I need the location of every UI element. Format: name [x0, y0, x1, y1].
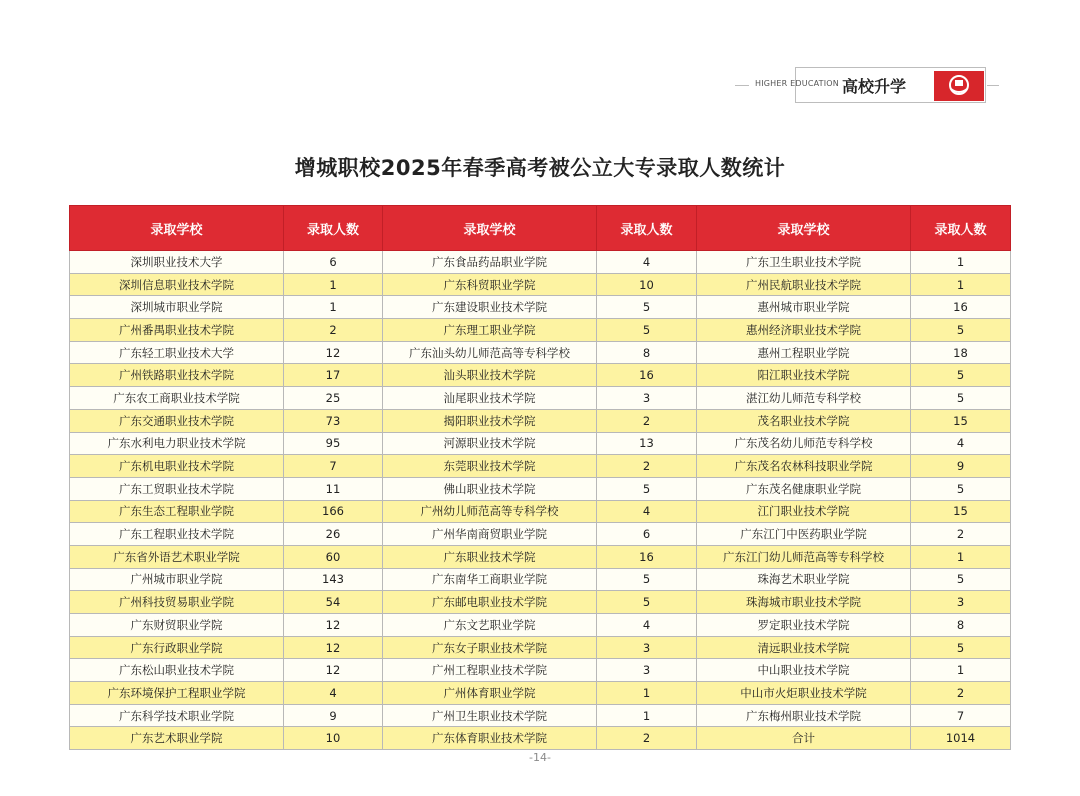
school-name-cell: 广东环境保护工程职业学院: [70, 682, 284, 705]
admission-count-cell: 2: [597, 727, 697, 750]
school-name-cell: 清远职业技术学院: [697, 636, 911, 659]
admission-count-cell: 1: [911, 659, 1011, 682]
header-section-title: 高校升学: [842, 77, 907, 96]
admission-count-cell: 12: [284, 659, 383, 682]
school-name-cell: 广东江门中医药职业学院: [697, 523, 911, 546]
table-body: [70, 251, 1011, 750]
school-name-cell: 阳江职业技术学院: [697, 364, 911, 387]
school-name-cell: 广州卫生职业技术学院: [383, 704, 597, 727]
column-header-school: 录取学校: [70, 206, 284, 251]
admission-count-cell: 10: [284, 727, 383, 750]
admission-count-cell: 16: [597, 545, 697, 568]
admission-count-cell: 4: [597, 614, 697, 637]
admission-count-cell: 18: [911, 341, 1011, 364]
admission-count-cell: 5: [911, 319, 1011, 342]
admission-count-cell: 12: [284, 614, 383, 637]
school-name-cell: 广东科贸职业学院: [383, 273, 597, 296]
school-name-cell: 佛山职业技术学院: [383, 477, 597, 500]
admission-count-cell: 2: [597, 409, 697, 432]
school-name-cell: 广州铁路职业技术学院: [70, 364, 284, 387]
admission-count-cell: 1: [911, 251, 1011, 274]
admission-count-cell: 5: [911, 477, 1011, 500]
header-rule-right: [987, 85, 999, 86]
school-name-cell: 广东行政职业学院: [70, 636, 284, 659]
admission-count-cell: 12: [284, 341, 383, 364]
admission-count-cell: 5: [597, 296, 697, 319]
school-name-cell: 广东茂名健康职业学院: [697, 477, 911, 500]
school-name-cell: 汕头职业技术学院: [383, 364, 597, 387]
admission-count-cell: 5: [597, 568, 697, 591]
school-name-cell: 广州幼儿师范高等专科学校: [383, 500, 597, 523]
school-name-cell: 广东邮电职业技术学院: [383, 591, 597, 614]
school-name-cell: 广东松山职业技术学院: [70, 659, 284, 682]
table-row: [70, 545, 1011, 568]
admission-count-cell: 8: [597, 341, 697, 364]
admission-count-cell: 7: [911, 704, 1011, 727]
admission-count-cell: 8: [911, 614, 1011, 637]
table-row: [70, 273, 1011, 296]
school-name-cell: 广州华南商贸职业学院: [383, 523, 597, 546]
school-name-cell: 中山市火炬职业技术学院: [697, 682, 911, 705]
table-row: [70, 727, 1011, 750]
school-name-cell: 罗定职业技术学院: [697, 614, 911, 637]
school-name-cell: 茂名职业技术学院: [697, 409, 911, 432]
school-name-cell: 江门职业技术学院: [697, 500, 911, 523]
school-name-cell: 汕尾职业技术学院: [383, 387, 597, 410]
admission-count-cell: 4: [597, 500, 697, 523]
school-name-cell: 广东省外语艺术职业学院: [70, 545, 284, 568]
table-row: [70, 704, 1011, 727]
page-number: -14-: [529, 751, 551, 764]
table-row: [70, 591, 1011, 614]
admission-count-cell: 1: [597, 704, 697, 727]
school-name-cell: 广州科技贸易职业学院: [70, 591, 284, 614]
admission-count-cell: 16: [597, 364, 697, 387]
admission-count-cell: 10: [597, 273, 697, 296]
admission-count-cell: 16: [911, 296, 1011, 319]
school-name-cell: 合计: [697, 727, 911, 750]
admission-count-cell: 2: [911, 682, 1011, 705]
table-row: [70, 251, 1011, 274]
table-row: [70, 341, 1011, 364]
school-name-cell: 广东理工职业学院: [383, 319, 597, 342]
school-name-cell: 广东食品药品职业学院: [383, 251, 597, 274]
table-row: [70, 455, 1011, 478]
school-name-cell: 广东科学技术职业学院: [70, 704, 284, 727]
admission-count-cell: 2: [597, 455, 697, 478]
school-name-cell: 广东财贸职业学院: [70, 614, 284, 637]
admission-count-cell: 12: [284, 636, 383, 659]
admission-count-cell: 5: [911, 636, 1011, 659]
school-name-cell: 广东轻工职业技术大学: [70, 341, 284, 364]
school-name-cell: 广东女子职业技术学院: [383, 636, 597, 659]
table-row: [70, 636, 1011, 659]
school-name-cell: 广东体育职业技术学院: [383, 727, 597, 750]
admission-count-cell: 73: [284, 409, 383, 432]
page-title: 增城职校2025年春季高考被公立大专录取人数统计: [294, 156, 786, 180]
admission-count-cell: 5: [597, 477, 697, 500]
admission-count-cell: 5: [597, 319, 697, 342]
admission-count-cell: 54: [284, 591, 383, 614]
admission-count-cell: 60: [284, 545, 383, 568]
school-name-cell: 广州城市职业学院: [70, 568, 284, 591]
admission-count-cell: 7: [284, 455, 383, 478]
column-header-school: 录取学校: [383, 206, 597, 251]
school-name-cell: 广东艺术职业学院: [70, 727, 284, 750]
admission-count-cell: 26: [284, 523, 383, 546]
column-header-count: 录取人数: [911, 206, 1011, 251]
school-name-cell: 广东梅州职业技术学院: [697, 704, 911, 727]
school-name-cell: 广州体育职业学院: [383, 682, 597, 705]
admission-count-cell: 6: [597, 523, 697, 546]
admission-table: [69, 205, 1011, 750]
admission-count-cell: 2: [284, 319, 383, 342]
school-name-cell: 深圳信息职业技术学院: [70, 273, 284, 296]
school-name-cell: 东莞职业技术学院: [383, 455, 597, 478]
admission-count-cell: 1: [284, 273, 383, 296]
school-name-cell: 中山职业技术学院: [697, 659, 911, 682]
admission-count-cell: 2: [911, 523, 1011, 546]
admission-count-cell: 1: [597, 682, 697, 705]
school-name-cell: 广州番禺职业技术学院: [70, 319, 284, 342]
school-name-cell: 广东建设职业技术学院: [383, 296, 597, 319]
column-header-school: 录取学校: [697, 206, 911, 251]
table-row: [70, 659, 1011, 682]
school-name-cell: 广东茂名幼儿师范专科学校: [697, 432, 911, 455]
school-name-cell: 广东交通职业技术学院: [70, 409, 284, 432]
school-name-cell: 惠州经济职业技术学院: [697, 319, 911, 342]
school-name-cell: 广东汕头幼儿师范高等专科学校: [383, 341, 597, 364]
school-name-cell: 惠州城市职业学院: [697, 296, 911, 319]
table-row: [70, 500, 1011, 523]
admission-count-cell: 4: [284, 682, 383, 705]
admission-count-cell: 166: [284, 500, 383, 523]
table-header-row: [70, 206, 1011, 251]
school-name-cell: 广东生态工程职业学院: [70, 500, 284, 523]
admission-count-cell: 3: [597, 636, 697, 659]
table-row: [70, 432, 1011, 455]
school-name-cell: 广东文艺职业学院: [383, 614, 597, 637]
table-row: [70, 409, 1011, 432]
school-name-cell: 广东工程职业技术学院: [70, 523, 284, 546]
admission-count-cell: 9: [284, 704, 383, 727]
school-name-cell: 广州民航职业技术学院: [697, 273, 911, 296]
admission-count-cell: 3: [597, 387, 697, 410]
admission-count-cell: 1: [911, 273, 1011, 296]
school-name-cell: 深圳城市职业学院: [70, 296, 284, 319]
school-name-cell: 深圳职业技术大学: [70, 251, 284, 274]
table-row: [70, 568, 1011, 591]
school-name-cell: 湛江幼儿师范专科学校: [697, 387, 911, 410]
column-header-count: 录取人数: [597, 206, 697, 251]
admission-count-cell: 5: [911, 568, 1011, 591]
school-name-cell: 珠海艺术职业学院: [697, 568, 911, 591]
admission-count-cell: 95: [284, 432, 383, 455]
admission-count-cell: 6: [284, 251, 383, 274]
admission-count-cell: 1: [911, 545, 1011, 568]
table-row: [70, 319, 1011, 342]
school-name-cell: 惠州工程职业学院: [697, 341, 911, 364]
admission-count-cell: 25: [284, 387, 383, 410]
table-row: [70, 364, 1011, 387]
school-name-cell: 广东茂名农林科技职业学院: [697, 455, 911, 478]
admission-count-cell: 143: [284, 568, 383, 591]
school-name-cell: 广东工贸职业技术学院: [70, 477, 284, 500]
column-header-count: 录取人数: [284, 206, 383, 251]
school-name-cell: 广东卫生职业技术学院: [697, 251, 911, 274]
admission-count-cell: 1014: [911, 727, 1011, 750]
admission-count-cell: 4: [597, 251, 697, 274]
school-name-cell: 广东职业技术学院: [383, 545, 597, 568]
admission-count-cell: 4: [911, 432, 1011, 455]
admission-count-cell: 9: [911, 455, 1011, 478]
admission-count-cell: 13: [597, 432, 697, 455]
school-name-cell: 广东江门幼儿师范高等专科学校: [697, 545, 911, 568]
admission-count-cell: 3: [911, 591, 1011, 614]
table-row: [70, 387, 1011, 410]
school-name-cell: 广东机电职业技术学院: [70, 455, 284, 478]
admission-count-cell: 5: [911, 387, 1011, 410]
school-name-cell: 广州工程职业技术学院: [383, 659, 597, 682]
school-name-cell: 揭阳职业技术学院: [383, 409, 597, 432]
school-name-cell: 广东农工商职业技术学院: [70, 387, 284, 410]
school-name-cell: 广东水利电力职业技术学院: [70, 432, 284, 455]
school-logo-icon: [934, 71, 984, 101]
table-row: [70, 477, 1011, 500]
table-row: [70, 296, 1011, 319]
header-rule-left: [735, 85, 749, 86]
table-row: [70, 614, 1011, 637]
admission-count-cell: 15: [911, 409, 1011, 432]
admission-count-cell: 1: [284, 296, 383, 319]
admission-count-cell: 5: [911, 364, 1011, 387]
school-name-cell: 珠海城市职业技术学院: [697, 591, 911, 614]
header-subtitle: HIGHER EDUCATION: [755, 79, 839, 88]
admission-count-cell: 5: [597, 591, 697, 614]
table-row: [70, 682, 1011, 705]
admission-count-cell: 15: [911, 500, 1011, 523]
school-name-cell: 河源职业技术学院: [383, 432, 597, 455]
admission-count-cell: 3: [597, 659, 697, 682]
admission-count-cell: 11: [284, 477, 383, 500]
admission-count-cell: 17: [284, 364, 383, 387]
school-name-cell: 广东南华工商职业学院: [383, 568, 597, 591]
table-row: [70, 523, 1011, 546]
